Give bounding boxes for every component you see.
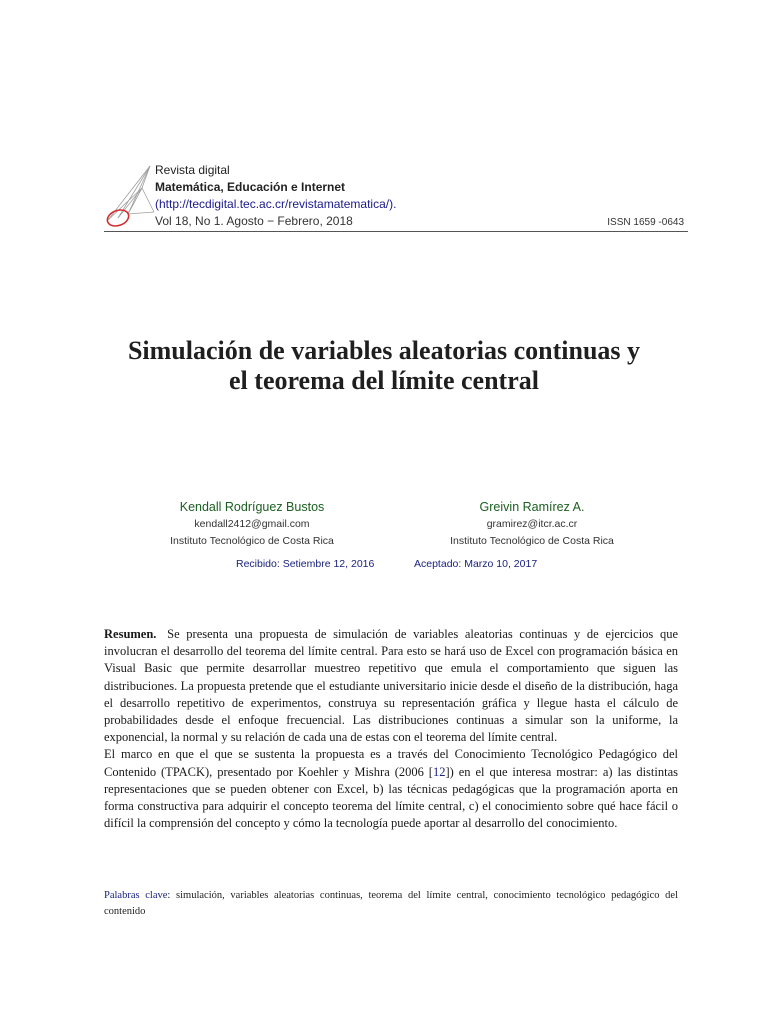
author-institution: Instituto Tecnológico de Costa Rica bbox=[170, 535, 334, 547]
received-date: Recibido: Setiembre 12, 2016 bbox=[236, 558, 375, 570]
author-name: Kendall Rodríguez Bustos bbox=[179, 500, 325, 514]
keywords-label: Palabras clave bbox=[104, 890, 168, 901]
abstract-text-2a: El marco en que el que se sustenta la propuesta es a través del Conocimiento Tecnológico Pedagógico del Contenido (TPACK), presentado por Koehler y Mishra (2006 [ bbox=[104, 747, 678, 779]
author-name: Greivin Ramírez A. bbox=[479, 500, 585, 514]
abstract-text-2b: ]) en el que interesa mostrar: a) las distintas representaciones que se pueden obtener con Excel, b) las técnicas pedagógicas que la programación aporta en forma constructiva para adquirir el concepto teorema del límite central, c) el conocimiento sobre qué hace fácil o difícil la comprensión del concepto y cómo la tecnología puede aportar al desarrollo del conocimiento. bbox=[104, 764, 678, 831]
issue-info: Vol 18, No 1. Agosto − Febrero, 2018 bbox=[155, 214, 353, 228]
keywords bbox=[104, 888, 678, 920]
accepted-date: Aceptado: Marzo 10, 2017 bbox=[414, 558, 538, 570]
keywords-text: : simulación, variables aleatorias continuas, teorema del límite central, conocimiento tecnológico pedagógico del contenido bbox=[104, 890, 678, 917]
author-block bbox=[402, 498, 662, 550]
author-email[interactable]: kendall2412@gmail.com bbox=[194, 518, 310, 530]
header-divider bbox=[104, 231, 688, 232]
author-email[interactable]: gramirez@itcr.ac.cr bbox=[486, 518, 578, 530]
abstract-text-1: Se presenta una propuesta de simulación de variables aleatorias continuas y de ejercicios que involucran el desarrollo del teorema del límite central. Para esto se hará uso de Excel con programación básica en Visual Basic que permite desarrollar muestreo repetitivo que emula el comportamiento que siguen las distribuciones. La propuesta pretende que el estudiante universitario inicie desde el diseño de la distribución, haga el desarrollo repetitivo de experimentos, construya su representación gráfica y llegue hasta el cálculo de probabilidades desde el enfoque frecuencial. Las distribuciones continuas a simular son la uniforme, la exponencial, la normal y su relación de cada una de estas con el teorema del límite central. bbox=[104, 627, 679, 745]
journal-label: Revista digital bbox=[155, 163, 230, 177]
citation-link[interactable]: 12 bbox=[432, 764, 446, 779]
paper-title bbox=[60, 336, 708, 396]
abstract bbox=[104, 626, 678, 832]
journal-url-link[interactable]: (http://tecdigital.tec.ac.cr/revistamatematica/). bbox=[155, 197, 397, 211]
title-line-1: Simulación de variables aleatorias continuas y bbox=[127, 336, 641, 365]
journal-name: Matemática, Educación e Internet bbox=[155, 180, 346, 194]
journal-header bbox=[104, 160, 688, 232]
title-line-2: el teorema del límite central bbox=[229, 366, 539, 395]
abstract-paragraph-1 bbox=[104, 626, 678, 746]
issn-label: ISSN 1659 -0643 bbox=[607, 217, 684, 228]
journal-logo-icon bbox=[104, 160, 156, 232]
journal-info bbox=[155, 162, 396, 230]
abstract-label: Resumen. bbox=[104, 627, 157, 641]
abstract-paragraph-2 bbox=[104, 746, 678, 832]
author-institution: Instituto Tecnológico de Costa Rica bbox=[450, 535, 614, 547]
author-block bbox=[122, 498, 382, 550]
